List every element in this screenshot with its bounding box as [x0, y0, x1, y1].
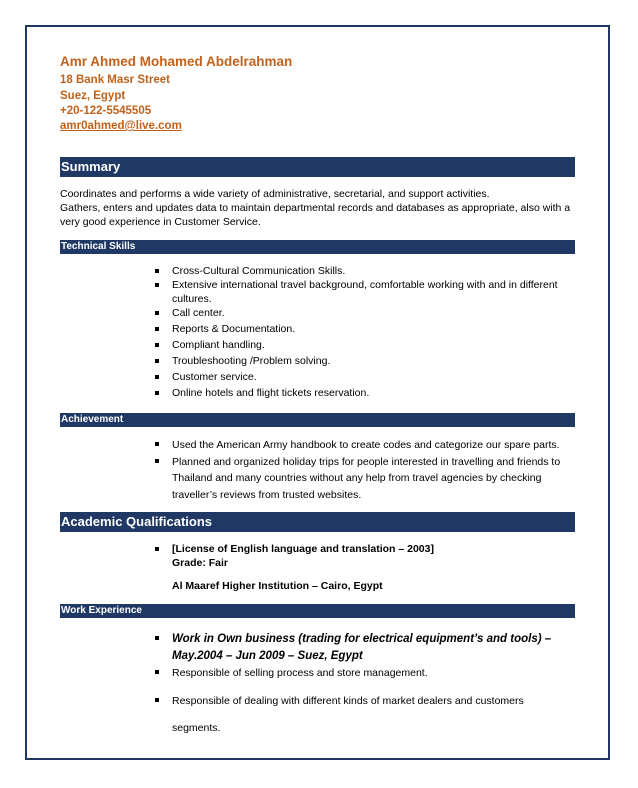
list-item: Planned and organized holiday trips for people interested in travelling and friends to Thailand and many countries without any help from travel agencies by checking traveller’s reviews from trusted websites. [155, 454, 575, 504]
candidate-name: Amr Ahmed Mohamed Abdelrahman [60, 54, 293, 69]
summary-heading: Summary [60, 157, 575, 177]
list-item: Used the American Army handbook to create codes and categorize our spare parts. [155, 437, 575, 454]
technical-skills-list [155, 264, 575, 400]
work-experience-list [155, 631, 575, 710]
list-item: Responsible of selling process and store management. [155, 665, 575, 682]
list-item: Extensive international travel background, comfortable working with and in different cultures. [155, 278, 575, 306]
academic-list [155, 542, 575, 570]
summary-line-1: Coordinates and performs a wide variety of administrative, secretarial, and support activities. [60, 188, 490, 200]
street-address: 18 Bank Masr Street [60, 74, 170, 86]
list-item: Reports & Documentation. [155, 322, 575, 336]
work-item-continuation: segments. [172, 722, 221, 734]
list-item: Compliant handling. [155, 338, 575, 352]
list-item: Cross-Cultural Communication Skills. [155, 264, 575, 278]
list-item: Online hotels and flight tickets reservation. [155, 386, 575, 400]
summary-line-2: Gathers, enters and updates data to maintain departmental records and databases as appropriate, also with a very good experience in Customer Service. [60, 202, 571, 228]
work-experience-heading: Work Experience [60, 604, 575, 618]
academic-heading: Academic Qualifications [60, 512, 575, 532]
list-item: Customer service. [155, 370, 575, 384]
achievement-heading: Achievement [60, 413, 575, 427]
license-title: [License of English language and translation – 2003] [172, 543, 434, 555]
list-item: Responsible of dealing with different kinds of market dealers and customers [155, 693, 575, 710]
phone-number: +20-122-5545505 [60, 105, 152, 117]
list-item [155, 542, 575, 570]
grade: Grade: Fair [172, 557, 229, 569]
city: Suez, Egypt [60, 90, 126, 102]
email-link[interactable]: amr0ahmed@live.com [60, 120, 182, 132]
list-item: Troubleshooting /Problem solving. [155, 354, 575, 368]
achievement-list [155, 437, 575, 503]
institution: Al Maaref Higher Institution – Cairo, Egypt [172, 580, 383, 592]
job-title: Work in Own business (trading for electrical equipment’s and tools) – May.2004 – Jun 2009 – Suez, Egypt [155, 631, 575, 665]
list-item: Call center. [155, 306, 575, 320]
technical-skills-heading: Technical Skills [60, 240, 575, 254]
